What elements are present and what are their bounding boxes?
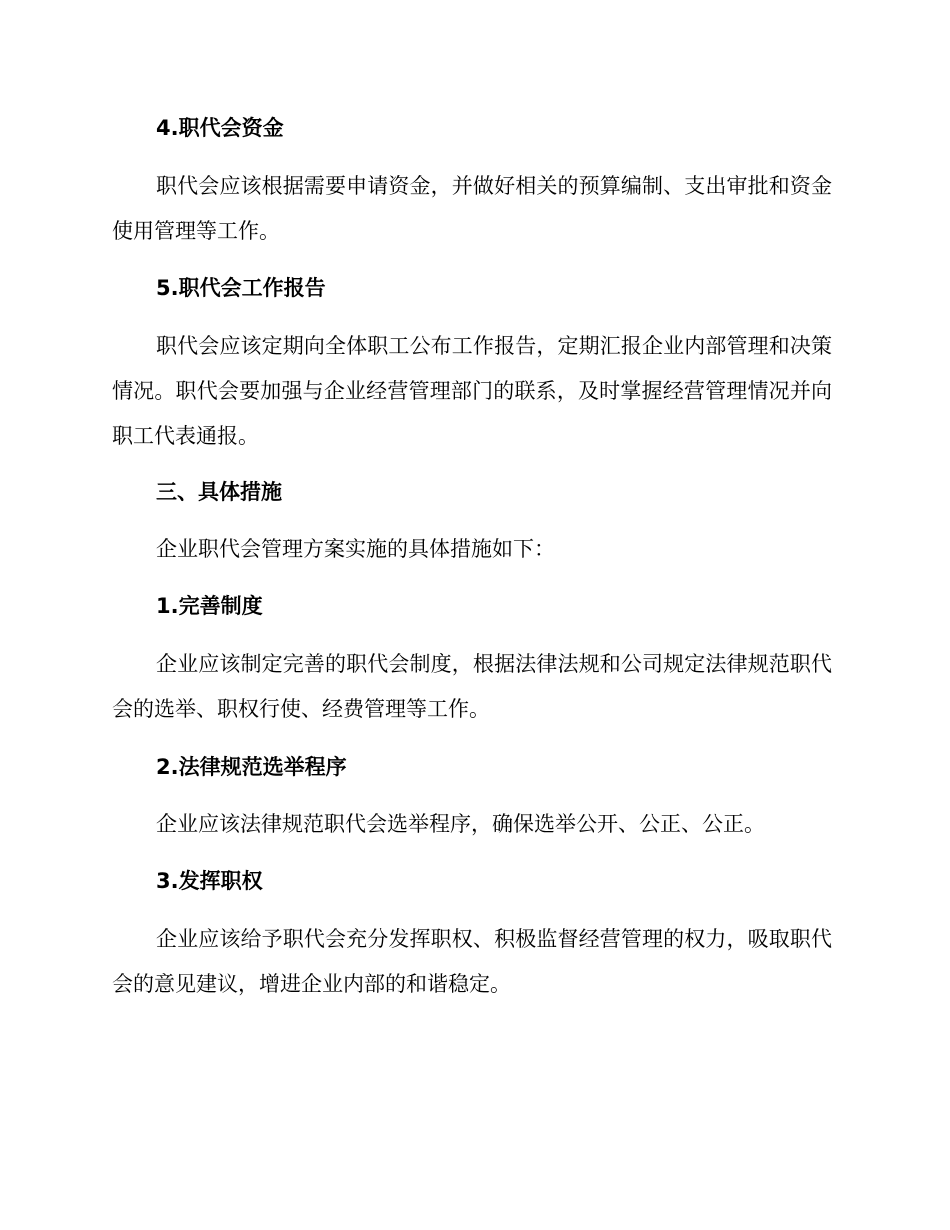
paragraph-election-procedure: 企业应该法律规范职代会选举程序，确保选举公开、公正、公正。: [156, 812, 765, 836]
paragraph-measures-intro: 企业职代会管理方案实施的具体措施如下：: [156, 537, 555, 561]
section-heading-election-procedure: 2.法律规范选举程序: [156, 755, 347, 779]
section-heading-specific-measures: 三、具体措施: [156, 480, 282, 504]
section-heading-funds: 4.职代会资金: [156, 116, 284, 140]
section-heading-exercise-powers: 3.发挥职权: [156, 869, 263, 893]
paragraph-funds: 职代会应该根据需要申请资金，并做好相关的预算编制、支出审批和资金使用管理等工作。: [112, 174, 832, 243]
paragraph-improve-system: 企业应该制定完善的职代会制度，根据法律法规和公司规定法律规范职代会的选举、职权行使、经费管理等工作。: [112, 652, 832, 721]
paragraph-exercise-powers: 企业应该给予职代会充分发挥职权、积极监督经营管理的权力，吸取职代会的意见建议，增进企业内部的和谐稳定。: [112, 927, 832, 996]
paragraph-work-report: 职代会应该定期向全体职工公布工作报告，定期汇报企业内部管理和决策情况。职代会要加强与企业经营管理部门的联系，及时掌握经营管理情况并向职工代表通报。: [112, 334, 832, 448]
section-heading-work-report: 5.职代会工作报告: [156, 276, 326, 300]
section-heading-improve-system: 1.完善制度: [156, 594, 263, 618]
